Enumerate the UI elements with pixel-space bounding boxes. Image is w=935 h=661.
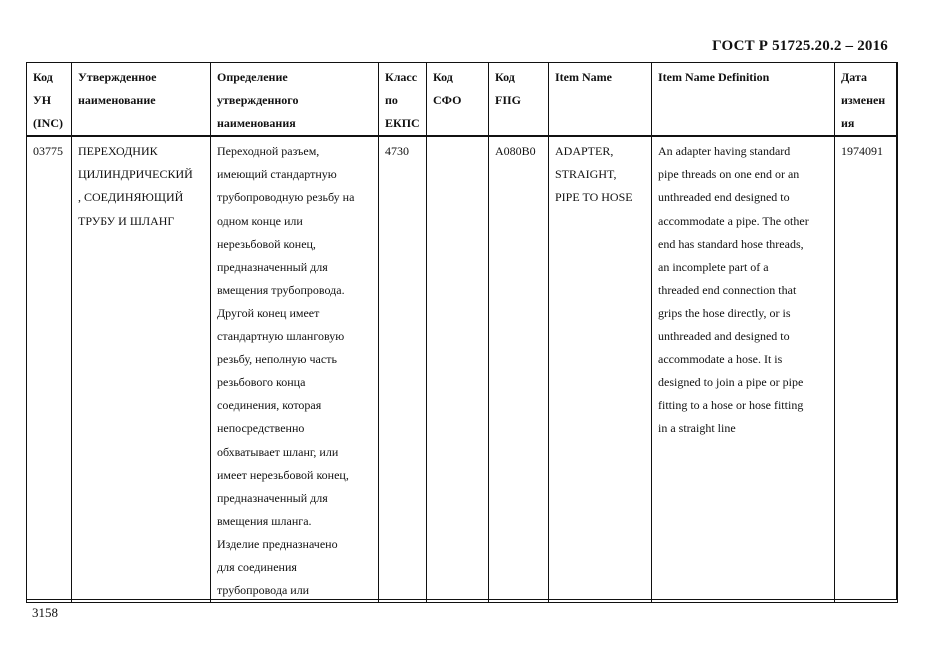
column-header-fiig-code: Код FIIG [489,63,549,137]
cell-inc: 03775 [27,136,72,602]
column-header-item-name: Item Name [549,63,652,137]
cell-item-name-definition: An adapter having standard pipe threads on one end or an unthreaded end designed to accommodate a pipe. The other end has standard hose threads, an incomplete part of a threaded end connection that grips the hose directly, or is unthreaded and designed to accommodate a hose. It is designed to join a pipe or pipe fitting to a hose or hose fitting in a straight line [652,136,835,602]
column-header-inc: Код УН (INC) [27,63,72,137]
column-header-item-name-definition: Item Name Definition [652,63,835,137]
cell-fiig-code: A080B0 [489,136,549,602]
column-header-ekps-class: Класс по ЕКПС [379,63,427,137]
nomenclature-table [26,62,898,603]
cell-definition: Переходной разъем, имеющий стандартную трубопроводную резьбу на одном конце или нерезьбовой конец, предназначенный для вмещения трубопровода. Другой конец имеет стандартную шланговую резьбу, неполную часть резьбового конца соединения, которая непосредственно обхватывает шланг, или имеет нерезьбовой конец, предназначенный для вмещения шланга. Изделие предназначено для соединения трубопровода или [211,136,379,602]
cell-approved-name: ПЕРЕХОДНИК ЦИЛИНДРИЧЕСКИЙ , СОЕДИНЯЮЩИЙ ТРУБУ И ШЛАНГ [72,136,211,602]
standard-designation: ГОСТ Р 51725.20.2 – 2016 [712,38,888,54]
page-number: 3158 [32,605,58,620]
table-header-row [27,63,898,137]
table-row [27,136,898,602]
column-header-sfo-code: Код СФО [427,63,489,137]
cell-change-date: 1974091 [835,136,898,602]
cell-item-name: ADAPTER, STRAIGHT, PIPE TO HOSE [549,136,652,602]
column-header-approved-name: Утвержденное наименование [72,63,211,137]
column-header-change-date: Дата изменен ия [835,63,898,137]
column-header-definition: Определение утвержденного наименования [211,63,379,137]
cell-sfo-code [427,136,489,602]
cell-ekps-class: 4730 [379,136,427,602]
